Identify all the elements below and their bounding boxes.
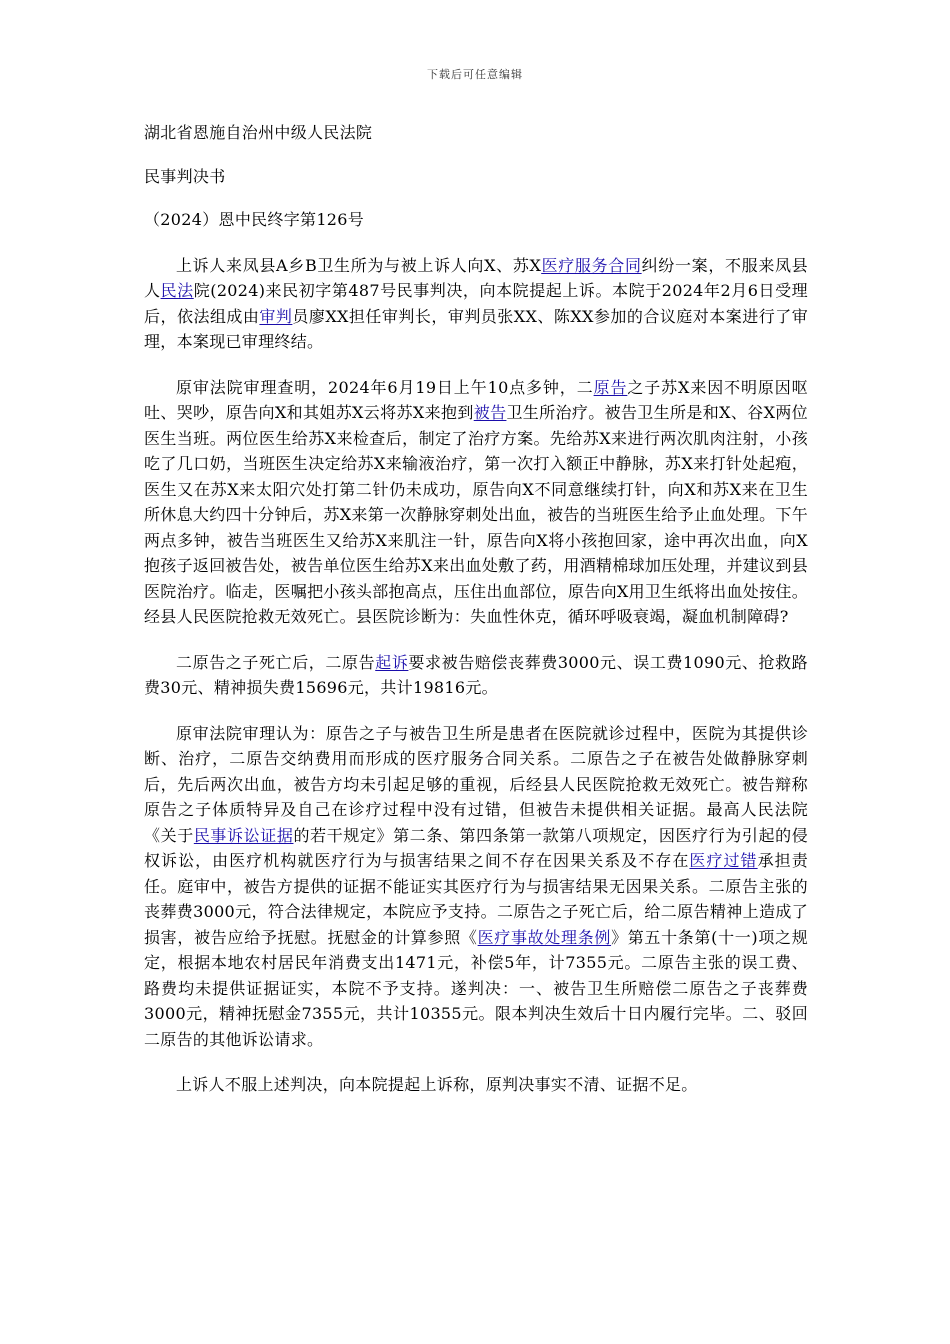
paragraph-text: 纠纷一案，不服来凤县人 [144,255,808,300]
keyword-link[interactable]: 民事诉讼证据 [193,825,294,845]
paragraph-text: 要求被告赔偿丧葬费3000元、误工费1090元、抢救路费30元、精神损失费15696元，共计19816元。 [144,652,808,697]
keyword-link[interactable]: 起诉 [375,652,409,672]
paragraph-text: 上诉人不服上述判决，向本院提起上诉称，原判决事实不清、证据不足。 [176,1075,698,1094]
paragraph-text: 》第五十条第(十一)项之规定，根据本地农村居民年消费支出1471元，补偿5年，计7355元。二原告主张的误工费、路费均未提供证据证实，本院不予支持。遂判决：一、被告卫生所赔偿二原告之子丧葬费3000元，精神抚慰金7355元，共计10355元。限本判决生效后十日内履行完毕。二、驳回二原告的其他诉讼请求。 [144,927,809,1049]
document-type: 民事判决书 [144,166,226,186]
judgment-document [144,120,808,1118]
paragraph-text: 上诉人来凤县A乡B卫生所为与被上诉人向X、苏X [176,255,542,275]
paragraph-facts-found [144,375,808,630]
keyword-link[interactable]: 医疗过错 [689,851,758,870]
paragraph-text: 原审法院审理查明，2024年6月19日上午10点多钟，二 [176,377,594,397]
case-number: （2024）恩中民终字第126号 [144,210,365,229]
paragraph-text: 之子苏X来因不明原因呕吐、哭吵，原告向X和其姐苏X云将苏X来抱到 [144,377,808,422]
paragraph-text: 卫生所治疗。被告卫生所是和X、谷X两位医生当班。两位医生给苏X来检查后，制定了治疗方案。先给苏X来进行两次肌肉注射，小孩吃了几口奶，当班医生决定给苏X来输液治疗，第一次打入额正中静脉，苏X来打针处起疱，医生又在苏X来太阳穴处打第二针仍未成功，原告向X不同意继续打针，向X和苏X来在卫生所休息大约四十分钟后，苏X来第一次静脉穿刺处出血，被告的当班医生给予止血处理。下午两点多钟，被告当班医生又给苏X来肌注一针，原告向X将小孩抱回家，途中再次出血，向X抱孩子返回被告处，被告单位医生给苏X来出血处敷了药，用酒精棉球加压处理，并建议到县医院治疗。临走，医嘱把小孩头部抱高点，压住出血部位，原告向X用卫生纸将出血处按住。经县人民医院抢救无效死亡。县医院诊断为：失血性休克，循环呼吸衰竭，凝血机制障碍? [144,403,808,626]
paragraph-text: 院(2024)来民初字第487号民事判决，向本院提起上诉。本院于2024年2月6日受理后，依法组成由 [144,281,808,326]
keyword-link[interactable]: 审判 [259,306,293,326]
paragraph-text: 员廖XX担任审判长，审判员张XX、陈XX参加的合议庭对本案进行了审理，本案现已审理终结。 [144,306,809,351]
paragraph-text: 承担责任。庭审中，被告方提供的证据不能证实其医疗行为与损害结果无因果关系。二原告主张的丧葬费3000元，符合法律规定，本院应予支持。二原告之子死亡后，给二原告精神上造成了损害，被告应给予抚慰。抚慰金的计算参照《 [144,851,808,947]
paragraph-claims [144,650,808,701]
page-header-note: 下载后可任意编辑 [427,68,523,81]
court-name: 湖北省恩施自治州中级人民法院 [144,123,373,142]
keyword-link[interactable]: 民法 [160,281,194,300]
paragraph-appeal-intro [144,253,808,355]
keyword-link[interactable]: 医疗服务合同 [541,255,642,275]
paragraph-first-instance-reasoning [144,721,808,1053]
paragraph-text: 的若干规定》第二条、第四条第一款第八项规定，因医疗行为引起的侵权诉讼，由医疗机构就医疗行为与损害结果之间不存在因果关系及不存在 [144,825,808,870]
paragraph-text: 二原告之子死亡后，二原告 [176,652,376,672]
paragraph-text: 原审法院审理认为：原告之子与被告卫生所是患者在医院就诊过程中，医院为其提供诊断、治疗，二原告交纳费用而形成的医疗服务合同关系。二原告之子在被告处做静脉穿刺后，先后两次出血，被告方均未引起足够的重视，后经县人民医院抢救无效死亡。被告辩称原告之子体质特异及自己在诊疗过程中没有过错，但被告未提供相关证据。最高人民法院《关于 [144,723,808,845]
keyword-link[interactable]: 医疗事故处理条例 [477,927,612,947]
keyword-link[interactable]: 原告 [593,377,628,397]
keyword-link[interactable]: 被告 [473,403,507,422]
paragraph-appeal-grounds [144,1072,808,1098]
